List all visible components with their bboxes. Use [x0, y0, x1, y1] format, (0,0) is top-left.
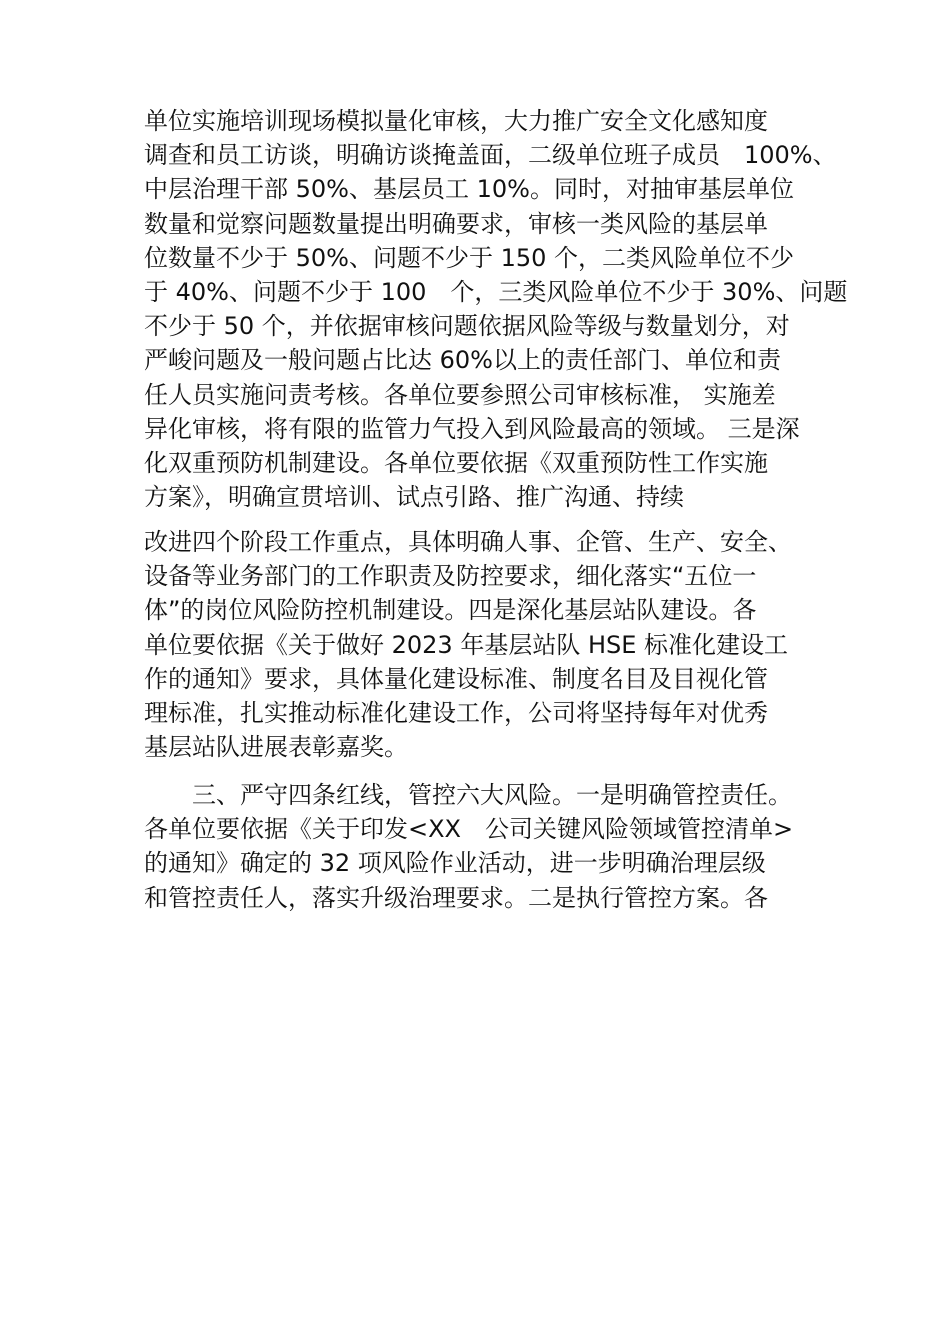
text-line: 作的通知》要求，具体量化建设标准、制度名目及目视化管	[144, 664, 768, 693]
text-line: 数量和觉察问题数量提出明确要求，审核一类风险的基层单	[144, 209, 768, 238]
text-line: 调查和员工访谈，明确访谈掩盖面，二级单位班子成员 100%、	[144, 141, 837, 170]
text-line: 体”的岗位风险防控机制建设。四是深化基层站队建设。各	[144, 596, 757, 625]
text-line: 理标准，扎实推动标准化建设工作，公司将坚持每年对优秀	[144, 698, 768, 727]
text-line: 各单位要依据《关于印发<XX 公司关键风险领域管控清单>	[144, 815, 794, 844]
text-line: 单位实施培训现场模拟量化审核，大力推广安全文化感知度	[144, 107, 768, 135]
paragraph-block-1	[144, 104, 848, 514]
text-line: 改进四个阶段工作重点，具体明确人事、企管、生产、安全、	[144, 528, 792, 556]
text-line: 严峻问题及一般问题占比达 60%以上的责任部门、单位和责	[144, 346, 781, 375]
text-line: 方案》，明确宣贯培训、试点引路、推广沟通、持续	[144, 483, 684, 512]
text-line: 和管控责任人，落实升级治理要求。二是执行管控方案。各	[144, 883, 768, 912]
text-line: 的通知》确定的 32 项风险作业活动，进一步明确治理层级	[144, 849, 766, 878]
text-line: 异化审核，将有限的监管力气投入到风险最高的领域。 三是深	[144, 414, 800, 443]
paragraph-block-3	[144, 778, 844, 915]
text-line: 于 40%、问题不少于 100 个，三类风险单位不少于 30%、问题	[144, 277, 848, 306]
paragraph-block-2	[144, 525, 844, 764]
text-line: 任人员实施问责考核。各单位要参照公司审核标准， 实施差	[144, 380, 776, 409]
text-line: 位数量不少于 50%、问题不少于 150 个，二类风险单位不少	[144, 243, 795, 272]
text-line: 设备等业务部门的工作职责及防控要求，细化落实“五位一	[144, 562, 757, 591]
text-line: 化双重预防机制建设。各单位要依据《双重预防性工作实施	[144, 448, 768, 477]
text-line: 单位要依据《关于做好 2023 年基层站队 HSE 标准化建设工	[144, 630, 789, 659]
text-line: 不少于 50 个，并依据审核问题依据风险等级与数量划分，对	[144, 312, 790, 341]
text-line: 基层站队进展表彰嘉奖。	[144, 733, 408, 762]
text-line: 中层治理干部 50%、基层员工 10%。同时，对抽审基层单位	[144, 175, 794, 204]
section-heading-line: 三、严守四条红线，管控六大风险。一是明确管控责任。	[192, 781, 792, 809]
